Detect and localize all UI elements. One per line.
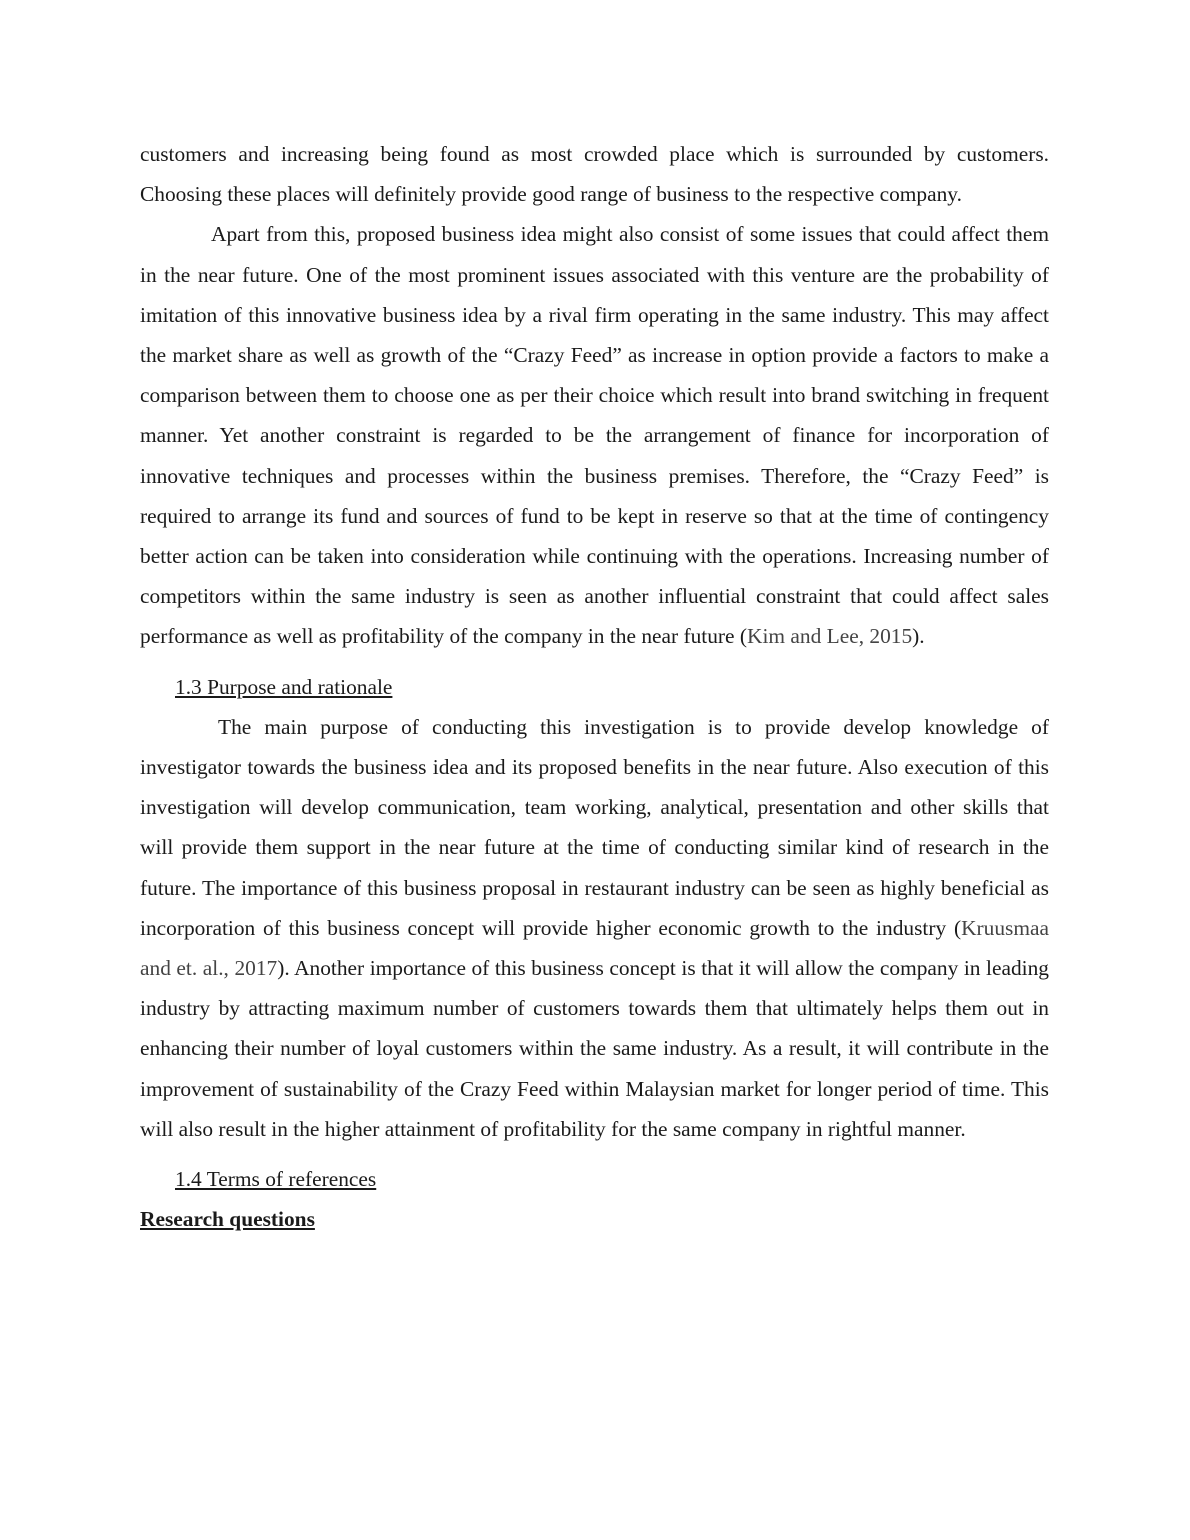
heading-purpose-rationale: 1.3 Purpose and rationale	[175, 674, 393, 699]
paragraph-purpose	[140, 707, 1049, 1149]
paragraph-purpose-text-1: The main purpose of conducting this investigation is to provide develop knowledge of investigator towards the business idea and its proposed benefits in the near future. Also execution of this investigation will develop communication, team working, analytical, presentation and other skills that will provide them support in the near future at the time of conducting similar kind of research in the future. The importance of this business proposal in restaurant industry can be seen as highly beneficial as incorporation of this business concept will provide higher economic growth to the industry (	[140, 714, 1049, 940]
paragraph-customers-locations: customers and increasing being found as most crowded place which is surrounded by customers. Choosing these places will definitely provide good range of business to the respective company.	[140, 142, 1049, 207]
paragraph-issues-text: Apart from this, proposed business idea might also consist of some issues that could affect them in the near future. One of the most prominent issues associated with this venture are the probability of imitation of this innovative business idea by a rival firm operating in the same industry. This may affect the market share as well as growth of the “Crazy Feed” as increase in option provide a factors to make a comparison between them to choose one as per their choice which result into brand switching in frequent manner. Yet another constraint is regarded to be the arrangement of finance for incorporation of innovative techniques and processes within the business premises. Therefore, the “Crazy Feed” is required to arrange its fund and sources of fund to be kept in reserve so that at the time of contingency better action can be taken into consideration while continuing with the operations. Increasing number of competitors within the same industry is seen as another influential constraint that could affect sales performance as well as profitability of the company in the near future (	[140, 222, 1049, 649]
citation-kim-lee: Kim and Lee, 2015	[747, 624, 913, 649]
document-page	[140, 134, 1049, 1239]
citation-kruusmaa: Kruusmaa and et. al., 2017	[140, 915, 1049, 981]
heading-terms-of-references: 1.4 Terms of references	[175, 1167, 377, 1192]
heading-research-questions: Research questions	[140, 1207, 315, 1232]
paragraph-issues	[140, 214, 1049, 656]
paragraph-purpose-text-2: ). Another importance of this business concept is that it will allow the company in leading industry by attracting maximum number of customers towards them that ultimately helps them out in enhancing their number of loyal customers within the same industry. As a result, it will contribute in the improvement of sustainability of the Crazy Feed within Malaysian market for longer period of time. This will also result in the higher attainment of profitability for the same company in rightful manner.	[140, 956, 1049, 1141]
paragraph-issues-end: ).	[912, 624, 925, 649]
